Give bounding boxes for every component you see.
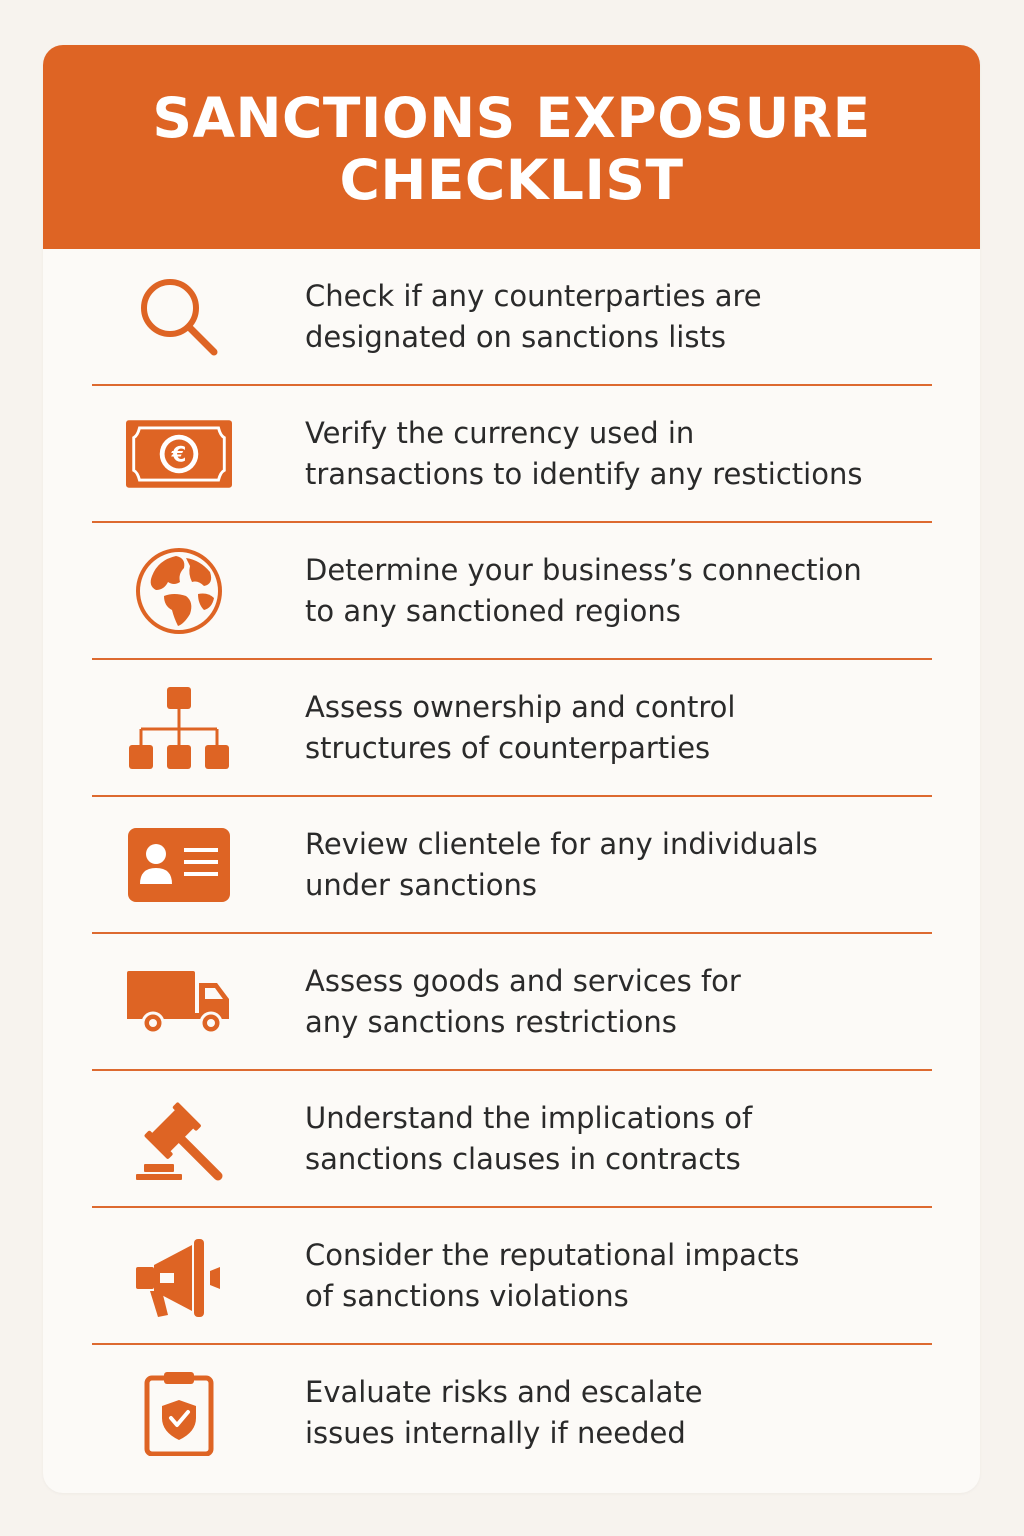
checklist-item-text xyxy=(305,523,925,658)
checklist-item-line: sanctions clauses in contracts xyxy=(305,1141,741,1176)
truck-icon xyxy=(126,957,232,1047)
checklist-item-text xyxy=(305,934,925,1069)
checklist-item xyxy=(92,386,932,523)
checklist-item xyxy=(92,660,932,797)
checklist-item-line: Assess ownership and control xyxy=(305,689,736,724)
checklist-item-line: issues internally if needed xyxy=(305,1415,686,1450)
checklist-item xyxy=(92,249,932,386)
checklist-item-line: Consider the reputational impacts xyxy=(305,1237,800,1272)
checklist-item-text xyxy=(305,1345,925,1480)
euro-banknote-icon xyxy=(126,409,232,499)
checklist-card xyxy=(43,45,980,1493)
header-banner xyxy=(43,45,980,249)
checklist-item-line: to any sanctioned regions xyxy=(305,593,681,628)
checklist-item xyxy=(92,1345,932,1482)
checklist-item-line: designated on sanctions lists xyxy=(305,319,726,354)
title-line-1: SANCTIONS EXPOSURE xyxy=(152,86,871,150)
checklist-item-text xyxy=(305,1208,925,1343)
checklist-item-line: Assess goods and services for xyxy=(305,963,741,998)
magnifier-icon xyxy=(126,272,232,362)
globe-icon xyxy=(126,546,232,636)
checklist-item-text xyxy=(305,660,925,795)
checklist-item-line: Determine your business’s connection xyxy=(305,552,862,587)
checklist-item xyxy=(92,797,932,934)
org-chart-icon xyxy=(126,683,232,773)
checklist-item-text xyxy=(305,1071,925,1206)
checklist-item-line: Verify the currency used in xyxy=(305,415,695,450)
checklist-item-line: Understand the implications of xyxy=(305,1100,753,1135)
id-card-icon xyxy=(126,820,232,910)
checklist-item-line: Review clientele for any individuals xyxy=(305,826,818,861)
checklist-item-line: Check if any counterparties are xyxy=(305,278,762,313)
page-title xyxy=(152,83,870,211)
checklist-item-text xyxy=(305,249,925,384)
checklist-item xyxy=(92,523,932,660)
checklist-item-line: under sanctions xyxy=(305,867,538,902)
checklist-item-line: of sanctions violations xyxy=(305,1278,629,1313)
checklist-item-line: structures of counterparties xyxy=(305,730,711,765)
gavel-icon xyxy=(126,1094,232,1184)
checklist-item-line: any sanctions restrictions xyxy=(305,1004,677,1039)
checklist-item-line: transactions to identify any restictions xyxy=(305,456,863,491)
checklist-item xyxy=(92,1208,932,1345)
title-line-2: CHECKLIST xyxy=(339,148,684,212)
megaphone-icon xyxy=(126,1231,232,1321)
checklist-item-text xyxy=(305,386,925,521)
checklist-item xyxy=(92,934,932,1071)
checklist-item-text xyxy=(305,797,925,932)
checklist-item-line: Evaluate risks and escalate xyxy=(305,1374,703,1409)
svg-text:€: € xyxy=(171,441,187,467)
checklist-item xyxy=(92,1071,932,1208)
clipboard-shield-icon xyxy=(126,1368,232,1458)
